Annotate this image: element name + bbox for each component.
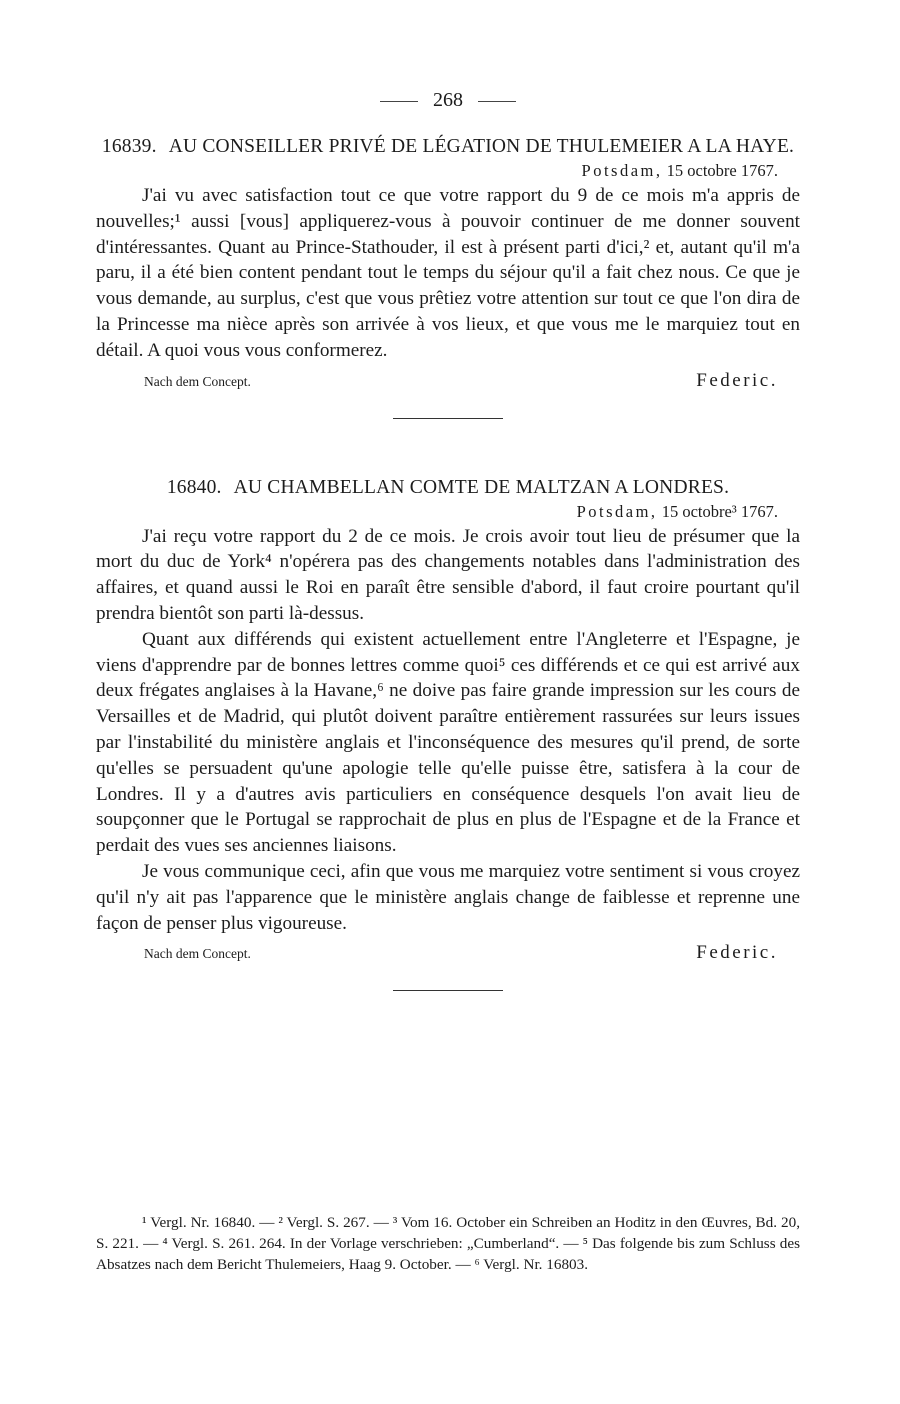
letter-title [96,475,800,500]
page-header [96,86,800,114]
dateline-date: 15 octobre³ 1767. [661,501,778,521]
signature: Federic. [696,942,778,964]
letter-heading: AU CHAMBELLAN COMTE DE MALTZAN A LONDRES. [233,476,730,498]
paragraph: Quant aux différends qui existent actuellement entre l'Angleterre et l'Espagne, je viens d'apprendre par de bonnes lettres comme quoi⁵ ces différends et ce qui est arrivé aux deux frégates anglaises à la Havane,⁶ ne doive pas faire grande impression sur les cours de Versailles et de Madrid, qui plutôt doivent paraître entièrement rassurées sur leurs issues par l'instabilité du ministère anglais et l'inconséquence des mesures qu'il prend, de sorte qu'elles se persuadent qu'une apologie telle qu'elle puisse être, satisfera à la cour de Londres. Il y a d'autres avis particuliers en conséquence desquels l'on avait lieu de soupçonner que le Portugal se rapprochait de plus en plus de l'Espagne et de la France et perdait des vues ses anciennes liaisons. [96,628,800,857]
dateline-place: Potsdam, [581,161,663,180]
signoff [144,942,778,964]
signoff [144,370,778,392]
letter-16840 [96,475,800,992]
page-number: 268 [433,89,463,111]
paragraph: J'ai reçu votre rapport du 2 de ce mois. Je crois avoir tout lieu de présumer que la mort du duc de York⁴ n'opérera pas des changements notables dans l'administration des affaires, et quand aussi le Roi en paraît être sensible d'abord, il faut croire pourtant qu'il prendra bientôt son parti là-dessus. [96,525,800,624]
letter-body [96,524,800,937]
letter-number: 16839. [101,136,157,157]
source-note: Nach dem Concept. [144,373,251,389]
letter-number: 16840. [166,476,222,498]
footnotes: ¹ Vergl. Nr. 16840. — ² Vergl. S. 267. — ³ Vom 16. October ein Schreiben an Hoditz in den Œuvres, Bd. 20, S. 221. — ⁴ Vergl. S. 261. 264. In der Vorlage verschrieben: „Cumberland“. — ⁵ Das folgende bis zum Schluss des Absatzes nach dem Bericht Thulemeiers, Haag 9. October. — ⁶ Vergl. Nr. 16803. [96,1214,800,1273]
letter-body [96,183,800,364]
page [96,86,800,991]
paragraph: Je vous communique ceci, afin que vous me marquiez votre sentiment si vous croyez qu'il n'y ait pas l'apparence que le ministère anglais change de faiblesse et reprenne une façon de penser plus vigoureuse. [96,860,800,934]
header-dash-right [478,101,516,102]
dateline [96,159,778,183]
letter-heading: AU CONSEILLER PRIVÉ DE LÉGATION DE THULEMEIER A LA HAYE. [168,136,795,157]
source-note: Nach dem Concept. [144,946,251,962]
dateline [96,500,778,524]
section-divider [393,418,503,419]
dateline-date: 15 octobre 1767. [666,161,778,180]
dateline-place: Potsdam, [576,501,658,521]
header-dash-left [380,101,418,102]
letter-16839 [96,134,800,419]
section-divider [393,990,503,991]
signature: Federic. [696,369,778,391]
paragraph: J'ai vu avec satisfaction tout ce que votre rapport du 9 de ce mois m'a appris de nouvelles;¹ aussi [vous] appliquerez-vous à pouvoir continuer de me donner souvent d'intéressantes. Quant au Prince-Stathouder, il est à présent parti d'ici,² et, autant qu'il m'a paru, il a été bien content pendant tout le temps du séjour qu'il a fait chez nous. Ce que je vous demande, au surplus, c'est que vous prêtiez votre attention sur tout ce que l'on dira de la Princesse ma nièce après son arrivée à vos lieux, et que vous me le marquiez tout en détail. A quoi vous vous conformerez. [96,185,800,361]
letter-title [96,134,800,159]
